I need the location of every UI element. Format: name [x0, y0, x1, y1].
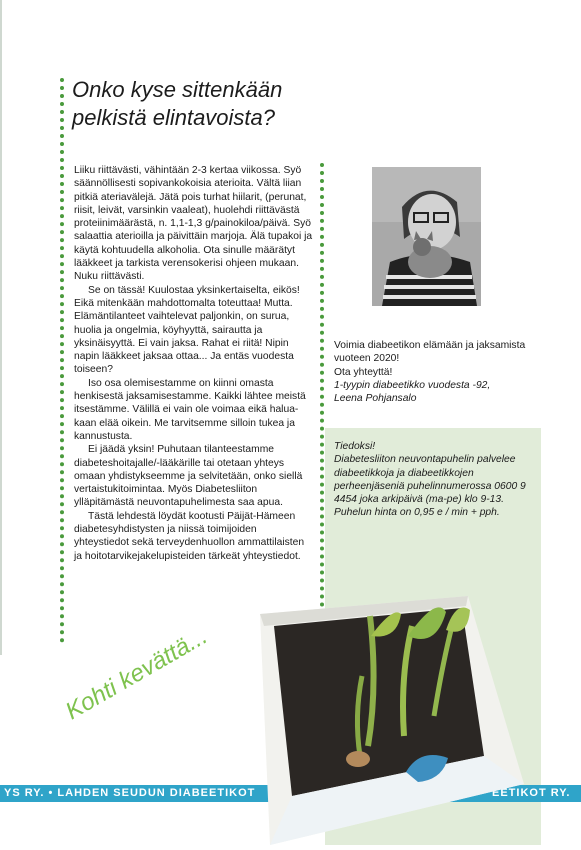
info-heading: Tiedoksi! [334, 441, 376, 452]
dotted-divider-left [60, 78, 64, 643]
author-photo [372, 167, 481, 306]
caption-contact: Ota yhteyttä! [334, 366, 393, 378]
caption-greeting: Voimia diabeetikon elämään ja jaksamista vuoteen 2020! [334, 340, 526, 365]
dotted-divider-right [320, 163, 324, 615]
article-paragraph: Tästä lehdestä löydät kootusti Päijät-Hämeen diabetesyhdistysten ja niissä toimijoiden yhteystiedot sekä terveydenhuollon ammattilaisten ja hoitotarvikejakelupisteiden tärkeät yhteystiedot. [74, 510, 305, 562]
banner-text-left: YS RY. • LAHDEN SEUDUN DIABEETIKOT [4, 787, 256, 799]
article-paragraph: Liiku riittävästi, vähintään 2-3 kertaa viikossa. Syö säännöllisesti sopivankokoisia aterioita. Vältä liian pitkiä ateriavälejä. Jätä pois turhat hiilarit, (perunat, riisit, leivät, varsinkin vaaleat), huolehdi riittävästä proteiinimäärästä, n. 1,1-1,3 g/painokiloa/päivä. Syö salaattia aterioilla ja päivittäin marjoja. Älä tupakoi ja käytä kohtuudella alkoholia. Ota sinulle määrätyt lääkkeet ja tarkista verensokerisi ohjeen mukaan. Nuku riittävästi. [74, 165, 313, 283]
info-body: Diabetesliiton neuvontapuhelin palvelee diabeetikkoja ja diabeetikkojen perheenjäseniä puhelinnumerossa 0600 9 4454 joka arkipäivä (ma-pe) klo 9-13. Puhelun hinta on 0,95 e / min + pph. [334, 454, 526, 519]
banner-text-right: EETIKOT RY. [492, 787, 571, 799]
photo-caption [334, 339, 534, 405]
kohti-kevatta-script: Kohti kevättä... [61, 622, 212, 726]
left-edge-rule [0, 0, 2, 655]
seedling-photo [256, 596, 524, 845]
info-text [334, 440, 539, 520]
article-paragraph: Iso osa olemisestamme on kiinni omasta henkisestä jaksamisestamme. Kaikki lähtee meistä itsestämme. Välillä ei vain ole voimaa eikä haluakaan elää oikein. Me tarvitsemme silloin tukea ja kannustusta. [74, 377, 306, 442]
article-title: Onko kyse sittenkään pelkistä elintavoista? [72, 77, 283, 130]
article-paragraph: Ei jäädä yksin! Puhutaan tilanteestamme diabeteshoitajalle/-lääkärille tai otetaan yhteys omaan yhdistykseemme ja selvitetään, onko siellä vertaistukitoimintaa. Myös Diabetesliiton ylläpitämästä neuvontapuhelimesta saa apua. [74, 444, 303, 509]
article-body [74, 164, 314, 563]
caption-author-note: 1-tyypin diabeetikko vuodesta -92, [334, 379, 491, 391]
article-paragraph: Se on tässä! Kuulostaa yksinkertaiselta, eikös! Eikä mitenkään mahdottomalta toteuttaa! Mutta. Elämäntilanteet vaihtelevat paljonkin, on surua, huolia ja ongelmia, köyhyyttä, sairautta ja yksinäisyyttä. Ei vain jaksa. Rahat ei riitä! Nipin napin lääkkeet jaksaa ottaa... Ja entäs vuodesta toiseen? [74, 284, 300, 376]
caption-author-name: Leena Pohjansalo [334, 393, 417, 405]
